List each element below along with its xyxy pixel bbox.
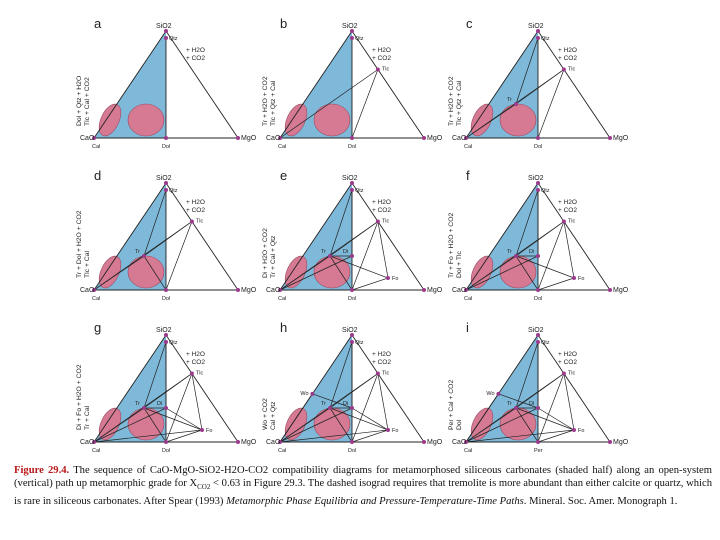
qtz-node: [536, 188, 540, 192]
mgo-label: MgO: [241, 135, 257, 142]
tie-line: [352, 70, 378, 138]
tr-label: Tr: [507, 249, 512, 255]
panel-letter: f: [466, 168, 470, 183]
panel-letter: h: [280, 320, 288, 335]
panel-letter: c: [466, 16, 473, 31]
panel-a: [76, 16, 257, 150]
dolomite-lens: [128, 256, 164, 288]
fluid-h2o-label: + H2O: [372, 351, 391, 358]
reaction-product: Tr + H2O + CO2: [448, 76, 455, 126]
dol-label: Dol: [162, 296, 171, 302]
qtz-label: Qtz: [169, 340, 178, 346]
mgo-node: [422, 136, 426, 140]
fluid-h2o-label: + H2O: [558, 199, 577, 206]
panel-b: [262, 16, 443, 150]
mgo-node: [236, 136, 240, 140]
dolomite-lens: [128, 408, 164, 440]
di-node: [536, 254, 540, 258]
fo-label: Fo: [578, 276, 585, 282]
reaction-label: [448, 76, 463, 126]
fluid-h2o-label: + H2O: [372, 47, 391, 54]
mgo-label: MgO: [241, 287, 257, 294]
fo-node: [200, 428, 204, 432]
reaction-reactant: Tlc + Cal: [84, 250, 91, 278]
tr-node: [514, 406, 518, 410]
tr-node: [328, 406, 332, 410]
mgo-label: MgO: [613, 287, 629, 294]
panel-letter: i: [466, 320, 469, 335]
reaction-reactant: Tr + Cal: [84, 405, 91, 430]
caption-text-1: The sequence of CaO-MgO-SiO2-H2O-CO2 compatibility diagrams for metamorphosed siliceous carbonates (shaded half) along an open-system (vertical) path up metamorphic grade for X: [14, 465, 712, 490]
mgo-node: [608, 440, 612, 444]
qtz-node: [536, 36, 540, 40]
fluid-co2-label: + CO2: [372, 359, 391, 366]
tie-line: [352, 278, 388, 290]
wo-node: [310, 392, 314, 396]
tlc-label: Tlc: [381, 218, 390, 225]
tr-node: [514, 102, 518, 106]
apex-label: SiO2: [342, 23, 358, 30]
qtz-label: Qtz: [169, 36, 178, 42]
qtz-label: Qtz: [355, 36, 364, 42]
tie-line: [352, 222, 378, 290]
panel-g: [76, 320, 257, 454]
reaction-label: [76, 210, 91, 278]
mgo-label: MgO: [427, 439, 443, 446]
cal-label: Cal: [464, 448, 473, 454]
fluid-co2-label: + CO2: [186, 55, 205, 62]
reaction-product: Wo + CO2: [262, 398, 269, 430]
qtz-node: [164, 36, 168, 40]
apex-label: SiO2: [528, 175, 544, 182]
fluid-co2-label: + CO2: [558, 55, 577, 62]
apex-label: SiO2: [156, 23, 172, 30]
tlc-label: Tlc: [567, 66, 576, 73]
qtz-label: Qtz: [355, 188, 364, 194]
mgo-label: MgO: [241, 439, 257, 446]
tie-line: [538, 408, 574, 430]
di-node: [350, 406, 354, 410]
tie-line: [538, 222, 564, 290]
fluid-h2o-label: + H2O: [558, 47, 577, 54]
wo-label: Wo: [300, 390, 309, 397]
mgo-node: [422, 288, 426, 292]
cao-label: CaO: [266, 439, 281, 446]
reaction-product: Tr + Fo + H2O + CO2: [448, 212, 455, 278]
tr-label: Tr: [135, 401, 140, 407]
fo-node: [572, 276, 576, 280]
fluid-co2-label: + CO2: [372, 55, 391, 62]
caption-figure-label: Figure 29.4.: [14, 465, 70, 476]
cao-label: CaO: [452, 287, 467, 294]
tlc-node: [562, 220, 566, 224]
dolomite-lens: [314, 256, 350, 288]
dol-label: Dol: [348, 296, 357, 302]
di-label: Di: [157, 401, 163, 407]
reaction-product: Dol + Qtz + H2O: [76, 75, 83, 126]
tie-line: [166, 222, 192, 290]
panel-e: [262, 168, 443, 302]
tr-label: Tr: [507, 97, 512, 103]
di-label: Di: [343, 401, 349, 407]
fo-label: Fo: [578, 428, 585, 434]
panel-f: [448, 168, 629, 302]
mgo-label: MgO: [613, 439, 629, 446]
qtz-node: [164, 340, 168, 344]
reaction-label: [262, 228, 277, 278]
tr-label: Tr: [321, 401, 326, 407]
di-label: Di: [343, 249, 349, 255]
tie-line: [352, 408, 388, 430]
reaction-reactant: Dol: [456, 419, 463, 430]
mgo-label: MgO: [427, 287, 443, 294]
fluid-h2o-label: + H2O: [186, 199, 205, 206]
fluid-h2o-label: + H2O: [186, 47, 205, 54]
reaction-label: [76, 364, 91, 430]
panel-letter: a: [94, 16, 102, 31]
mgo-node: [608, 288, 612, 292]
tr-node: [328, 254, 332, 258]
dolomite-lens: [128, 104, 164, 136]
tr-node: [142, 406, 146, 410]
dol-node: [536, 440, 540, 444]
fluid-co2-label: + CO2: [558, 207, 577, 214]
cao-label: CaO: [80, 287, 95, 294]
reaction-label: [448, 212, 463, 278]
caption-subscript: CO2: [197, 483, 211, 492]
di-node: [536, 406, 540, 410]
cal-label: Cal: [278, 448, 287, 454]
cal-label: Cal: [278, 296, 287, 302]
apex-label: SiO2: [156, 327, 172, 334]
dolomite-lens: [500, 408, 536, 440]
apex-label: SiO2: [156, 175, 172, 182]
fo-label: Fo: [206, 428, 213, 434]
cal-label: Cal: [278, 144, 287, 150]
cao-label: CaO: [266, 287, 281, 294]
tlc-node: [376, 68, 380, 72]
tie-line: [538, 70, 564, 138]
tlc-node: [190, 220, 194, 224]
fluid-h2o-label: + H2O: [558, 351, 577, 358]
qtz-node: [350, 36, 354, 40]
cal-label: Cal: [92, 144, 101, 150]
reaction-reactant: Tlc + Qtz + Cal: [270, 80, 277, 126]
reaction-reactant: Tlc + Cal + CO2: [84, 77, 91, 126]
reaction-product: Per + Cal + CO2: [448, 379, 455, 430]
tr-label: Tr: [321, 249, 326, 255]
fo-label: Fo: [392, 276, 399, 282]
reaction-product: Di + Fo + H2O + CO2: [76, 364, 83, 430]
reaction-product: Tr + Dol + H2O + CO2: [76, 210, 83, 278]
tie-line: [538, 278, 574, 290]
cao-label: CaO: [452, 439, 467, 446]
reaction-reactant: Cal + Qtz: [270, 401, 277, 430]
reaction-label: [262, 76, 277, 126]
panel-letter: g: [94, 320, 102, 335]
cal-label: Cal: [464, 144, 473, 150]
apex-label: SiO2: [528, 23, 544, 30]
dol-label: Dol: [162, 144, 171, 150]
qtz-node: [350, 188, 354, 192]
qtz-label: Qtz: [169, 188, 178, 194]
tlc-label: Tlc: [195, 370, 204, 377]
dolomite-lens: [500, 104, 536, 136]
di-node: [164, 406, 168, 410]
reaction-product: Di + H2O + CO2: [262, 228, 269, 278]
reaction-label: [262, 398, 277, 430]
tlc-label: Tlc: [381, 66, 390, 73]
dol-label: Dol: [534, 296, 543, 302]
tie-line: [378, 222, 388, 278]
fluid-co2-label: + CO2: [372, 207, 391, 214]
dol-label: Dol: [348, 144, 357, 150]
reaction-reactant: Tr + Cal + Qtz: [270, 235, 277, 278]
dol-node: [164, 288, 168, 292]
reaction-product: Tr + H2O + CO2: [262, 76, 269, 126]
qtz-label: Qtz: [541, 188, 550, 194]
cal-label: Cal: [92, 448, 101, 454]
tie-line: [564, 222, 574, 278]
di-label: Di: [529, 249, 535, 255]
dol-label: Dol: [534, 144, 543, 150]
fluid-co2-label: + CO2: [186, 207, 205, 214]
panel-letter: d: [94, 168, 102, 183]
tlc-node: [562, 68, 566, 72]
reaction-reactant: Tlc + Qtz + Cal: [456, 80, 463, 126]
tlc-label: Tlc: [567, 218, 576, 225]
qtz-label: Qtz: [355, 340, 364, 346]
fluid-co2-label: + CO2: [186, 359, 205, 366]
dol-node: [536, 288, 540, 292]
tlc-node: [190, 372, 194, 376]
fluid-co2-label: + CO2: [558, 359, 577, 366]
cao-label: CaO: [452, 135, 467, 142]
wo-label: Wo: [486, 390, 495, 397]
caption-text-2: < 0.63 in Figure 29.3. The dashed isograd requires that tremolite is more abundant than either calcite or quartz, which is rare in siliceous carbonates. After Spear (1993): [14, 478, 712, 507]
cao-label: CaO: [80, 439, 95, 446]
di-label: Di: [529, 401, 535, 407]
dol-node: [350, 136, 354, 140]
tr-label: Tr: [507, 401, 512, 407]
caption-book-title: Metamorphic Phase Equilibria and Pressure-Temperature-Time Paths: [226, 495, 524, 507]
tlc-label: Tlc: [567, 370, 576, 377]
apex-label: SiO2: [342, 327, 358, 334]
dol-label: Dol: [348, 448, 357, 454]
mgo-node: [236, 440, 240, 444]
fo-node: [386, 428, 390, 432]
qtz-node: [536, 340, 540, 344]
wo-node: [496, 392, 500, 396]
qtz-label: Qtz: [541, 340, 550, 346]
panel-h: [262, 320, 443, 454]
cao-label: CaO: [266, 135, 281, 142]
cal-label: Cal: [92, 296, 101, 302]
cal-label: Cal: [464, 296, 473, 302]
qtz-label: Qtz: [541, 36, 550, 42]
panel-d: [76, 168, 257, 302]
tie-line: [564, 374, 574, 430]
tr-node: [514, 254, 518, 258]
tlc-node: [562, 372, 566, 376]
reaction-label: [76, 76, 91, 126]
dolomite-lens: [314, 104, 350, 136]
tlc-node: [376, 220, 380, 224]
panel-c: [448, 16, 629, 150]
fluid-h2o-label: + H2O: [372, 199, 391, 206]
mgo-label: MgO: [427, 135, 443, 142]
fluid-h2o-label: + H2O: [186, 351, 205, 358]
dol-node: [536, 136, 540, 140]
panel-letter: b: [280, 16, 288, 31]
qtz-node: [164, 188, 168, 192]
caption-text-3: . Mineral. Soc. Amer. Monograph 1.: [523, 495, 678, 507]
fo-node: [386, 276, 390, 280]
apex-label: SiO2: [342, 175, 358, 182]
reaction-reactant: Dol + Tlc: [456, 251, 463, 278]
tlc-node: [376, 372, 380, 376]
dol-node: [164, 136, 168, 140]
dolomite-lens: [314, 408, 350, 440]
tlc-label: Tlc: [381, 370, 390, 377]
apex-label: SiO2: [528, 327, 544, 334]
di-node: [350, 254, 354, 258]
tie-line: [166, 408, 202, 430]
fo-label: Fo: [392, 428, 399, 434]
dol-node: [350, 440, 354, 444]
reaction-label: [448, 380, 463, 430]
tr-label: Tr: [135, 249, 140, 255]
dol-label: Dol: [162, 448, 171, 454]
cao-label: CaO: [80, 135, 95, 142]
mgo-node: [236, 288, 240, 292]
mgo-node: [608, 136, 612, 140]
dol-label: Per: [534, 448, 543, 454]
dol-node: [164, 440, 168, 444]
dolomite-lens: [500, 256, 536, 288]
figure-caption: [14, 464, 712, 508]
panel-i: [448, 320, 629, 454]
tlc-label: Tlc: [195, 218, 204, 225]
tie-line: [378, 374, 388, 430]
fo-node: [572, 428, 576, 432]
tr-node: [142, 254, 146, 258]
qtz-node: [350, 340, 354, 344]
mgo-node: [422, 440, 426, 444]
dol-node: [350, 288, 354, 292]
mgo-label: MgO: [613, 135, 629, 142]
panel-letter: e: [280, 168, 288, 183]
tie-line: [192, 374, 202, 430]
